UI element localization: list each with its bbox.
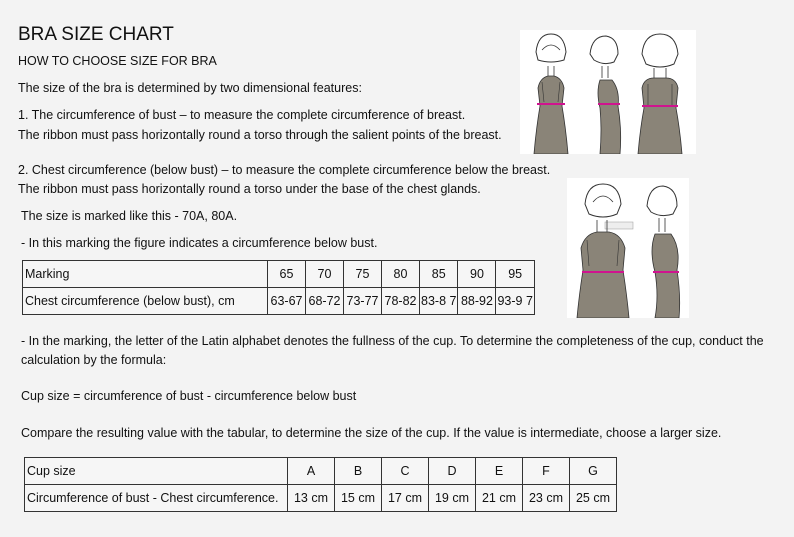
feature1-line2: The ribbon must pass horizontally round a torso through the salient points of the breast. bbox=[18, 128, 502, 142]
table-cell-label: Cup size bbox=[25, 458, 288, 485]
table-cell: 63-67 bbox=[268, 288, 306, 315]
table-row bbox=[25, 485, 617, 512]
table-cell-label: Marking bbox=[23, 261, 268, 288]
table-cell: 83-8 7 bbox=[420, 288, 458, 315]
table-cell-label: Chest circumference (below bust), cm bbox=[23, 288, 268, 315]
table-cell: B bbox=[335, 458, 382, 485]
table-cell: G bbox=[570, 458, 617, 485]
intro-text: The size of the bra is determined by two dimensional features: bbox=[18, 81, 362, 95]
feature2-line2: The ribbon must pass horizontally round a torso under the base of the chest glands. bbox=[18, 182, 481, 196]
marking-note: The size is marked like this - 70A, 80A. bbox=[21, 209, 238, 223]
table-cell: 80 bbox=[382, 261, 420, 288]
table-cell: 13 cm bbox=[288, 485, 335, 512]
table-cell: D bbox=[429, 458, 476, 485]
table-row bbox=[23, 288, 535, 315]
feature1-line1: 1. The circumference of bust – to measure the complete circumference of breast. bbox=[18, 108, 466, 122]
table-row bbox=[23, 261, 535, 288]
table-cell: F bbox=[523, 458, 570, 485]
front-figure bbox=[534, 34, 568, 154]
table-cell: 90 bbox=[458, 261, 496, 288]
table-cell: A bbox=[288, 458, 335, 485]
table-cell: 93-9 7 bbox=[496, 288, 534, 315]
table-cell: 23 cm bbox=[523, 485, 570, 512]
figure-note: - In this marking the figure indicates a circumference below bust. bbox=[21, 236, 378, 250]
table-cell: 25 cm bbox=[570, 485, 617, 512]
compare-note: Compare the resulting value with the tabular, to determine the size of the cup. If the value is intermediate, choose a larger size. bbox=[21, 426, 722, 440]
table-cell: 78-82 bbox=[382, 288, 420, 315]
table-cell: 17 cm bbox=[382, 485, 429, 512]
table-cell: 15 cm bbox=[335, 485, 382, 512]
table-cell: 21 cm bbox=[476, 485, 523, 512]
feature2-line1: 2. Chest circumference (below bust) – to measure the complete circumference below the breast. bbox=[18, 163, 551, 177]
table-cell: 19 cm bbox=[429, 485, 476, 512]
table-cell: 73-77 bbox=[344, 288, 382, 315]
table-cell: 65 bbox=[268, 261, 306, 288]
table-cell: C bbox=[382, 458, 429, 485]
bust-measurement-illustration bbox=[520, 30, 696, 154]
table-cell: 68-72 bbox=[306, 288, 344, 315]
table-cell: 88-92 bbox=[458, 288, 496, 315]
cup-note-line1: - In the marking, the letter of the Latin alphabet denotes the fullness of the cup. To determine the completeness of the cup, conduct the bbox=[21, 334, 764, 348]
underbust-measurement-illustration bbox=[567, 178, 689, 318]
table-cell: 85 bbox=[420, 261, 458, 288]
table-cell: 75 bbox=[344, 261, 382, 288]
table-cell: 95 bbox=[496, 261, 534, 288]
cup-note-line2: calculation by the formula: bbox=[21, 353, 167, 367]
cup-size-table bbox=[24, 457, 617, 512]
table-cell-label: Circumference of bust - Chest circumference. bbox=[25, 485, 288, 512]
back-figure bbox=[638, 34, 682, 154]
page-title: BRA SIZE CHART bbox=[18, 24, 174, 45]
table-cell: 70 bbox=[306, 261, 344, 288]
formula: Cup size = circumference of bust - circumference below bust bbox=[21, 389, 357, 403]
table-row bbox=[25, 458, 617, 485]
band-size-table bbox=[22, 260, 535, 315]
table-cell: E bbox=[476, 458, 523, 485]
page-subtitle: HOW TO CHOOSE SIZE FOR BRA bbox=[18, 54, 217, 68]
